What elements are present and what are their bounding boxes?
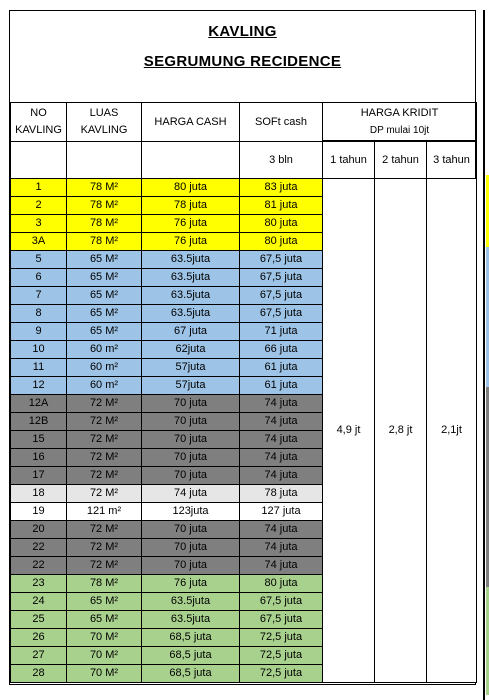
cell-harga-cash: 76 juta: [142, 233, 240, 251]
cell-soft-cash: 71 juta: [240, 323, 323, 341]
cell-harga-cash: 63.5juta: [142, 269, 240, 287]
cell-soft-cash: 74 juta: [240, 395, 323, 413]
cell-harga-cash: 76 juta: [142, 575, 240, 593]
cell-soft-cash: 80 juta: [240, 233, 323, 251]
cell-soft-cash: 74 juta: [240, 539, 323, 557]
cell-soft-cash: 127 juta: [240, 503, 323, 521]
cell-harga-cash: 63.5juta: [142, 305, 240, 323]
cell-harga-cash: 68,5 juta: [142, 629, 240, 647]
cell-no: 6: [11, 269, 67, 287]
cell-no: 9: [11, 323, 67, 341]
header-kredit-title: HARGA KRIDIT: [360, 106, 439, 119]
cell-no: 12: [11, 377, 67, 395]
cell-harga-cash: 63.5juta: [142, 251, 240, 269]
cell-no: 11: [11, 359, 67, 377]
cell-harga-cash: 70 juta: [142, 413, 240, 431]
cell-luas: 78 M²: [67, 233, 142, 251]
cell-harga-cash: 68,5 juta: [142, 647, 240, 665]
cell-harga-cash: 62juta: [142, 341, 240, 359]
cell-soft-cash: 67,5 juta: [240, 269, 323, 287]
cell-no: 15: [11, 431, 67, 449]
title-kavling: KAVLING: [208, 23, 277, 40]
cell-luas: 72 M²: [67, 395, 142, 413]
cell-harga-cash: 74 juta: [142, 485, 240, 503]
cell-luas: 65 M²: [67, 593, 142, 611]
cell-luas: 65 M²: [67, 251, 142, 269]
cell-no: 1: [11, 179, 67, 197]
cell-soft-cash: 83 juta: [240, 179, 323, 197]
cell-luas: 78 M²: [67, 575, 142, 593]
header-harga-cash: HARGA CASH: [142, 103, 240, 142]
cell-luas: 72 M²: [67, 413, 142, 431]
cell-harga-cash: 76 juta: [142, 215, 240, 233]
cell-luas: 78 M²: [67, 215, 142, 233]
cell-soft-cash: 74 juta: [240, 449, 323, 467]
cell-luas: 60 m²: [67, 341, 142, 359]
cell-soft-cash: 78 juta: [240, 485, 323, 503]
kredit-installment-1: 4,9 jt: [323, 179, 375, 683]
cell-luas: 65 M²: [67, 611, 142, 629]
cell-harga-cash: 70 juta: [142, 539, 240, 557]
cell-soft-cash: 72,5 juta: [240, 647, 323, 665]
cell-no: 12A: [11, 395, 67, 413]
header-soft-period: 3 bln: [240, 142, 323, 179]
cell-soft-cash: 66 juta: [240, 341, 323, 359]
title-area: [10, 11, 475, 102]
cell-harga-cash: 78 juta: [142, 197, 240, 215]
cell-no: 25: [11, 611, 67, 629]
cell-harga-cash: 123juta: [142, 503, 240, 521]
header-no-blank: [11, 142, 67, 179]
cell-harga-cash: 70 juta: [142, 431, 240, 449]
cell-luas: 70 M²: [67, 647, 142, 665]
cell-soft-cash: 61 juta: [240, 359, 323, 377]
header-harga-kredit: [323, 103, 477, 141]
cell-harga-cash: 68,5 juta: [142, 665, 240, 683]
cell-soft-cash: 67,5 juta: [240, 611, 323, 629]
cell-luas: 70 M²: [67, 629, 142, 647]
header-luas-blank: [67, 142, 142, 179]
adjacent-border: [483, 10, 485, 700]
cell-soft-cash: 74 juta: [240, 521, 323, 539]
cell-harga-cash: 70 juta: [142, 521, 240, 539]
header-term-3: 3 tahun: [427, 142, 477, 179]
cell-no: 19: [11, 503, 67, 521]
header-term-1: 1 tahun: [323, 142, 375, 179]
cell-harga-cash: 67 juta: [142, 323, 240, 341]
kredit-installment-3: 2,1jt: [427, 179, 477, 683]
cell-soft-cash: 72,5 juta: [240, 665, 323, 683]
cell-luas: 65 M²: [67, 305, 142, 323]
cell-no: 16: [11, 449, 67, 467]
cell-no: 26: [11, 629, 67, 647]
cell-luas: 70 M²: [67, 665, 142, 683]
cell-luas: 72 M²: [67, 467, 142, 485]
cell-no: 12B: [11, 413, 67, 431]
cell-no: 3: [11, 215, 67, 233]
cell-no: 17: [11, 467, 67, 485]
cell-soft-cash: 74 juta: [240, 557, 323, 575]
cell-luas: 72 M²: [67, 431, 142, 449]
cell-no: 8: [11, 305, 67, 323]
cell-soft-cash: 74 juta: [240, 431, 323, 449]
cell-harga-cash: 57juta: [142, 359, 240, 377]
cell-luas: 65 M²: [67, 323, 142, 341]
title-residence: SEGRUMUNG RECIDENCE: [143, 53, 342, 70]
cell-luas: 65 M²: [67, 269, 142, 287]
header-soft-cash: SOFt cash: [240, 103, 323, 142]
cell-no: 22: [11, 557, 67, 575]
cell-soft-cash: 80 juta: [240, 575, 323, 593]
cell-harga-cash: 57juta: [142, 377, 240, 395]
cell-harga-cash: 70 juta: [142, 395, 240, 413]
cell-soft-cash: 61 juta: [240, 377, 323, 395]
cell-soft-cash: 67,5 juta: [240, 593, 323, 611]
cell-no: 18: [11, 485, 67, 503]
cell-luas: 60 m²: [67, 377, 142, 395]
cell-no: 2: [11, 197, 67, 215]
cell-no: 5: [11, 251, 67, 269]
cell-no: 22: [11, 539, 67, 557]
cell-harga-cash: 63.5juta: [142, 593, 240, 611]
table-row: [11, 179, 477, 197]
cell-soft-cash: 67,5 juta: [240, 305, 323, 323]
price-table: [10, 102, 477, 683]
cell-no: 3A: [11, 233, 67, 251]
cell-luas: 78 M²: [67, 197, 142, 215]
cell-soft-cash: 67,5 juta: [240, 287, 323, 305]
cell-soft-cash: 72,5 juta: [240, 629, 323, 647]
cell-soft-cash: 80 juta: [240, 215, 323, 233]
cell-no: 7: [11, 287, 67, 305]
cell-luas: 72 M²: [67, 557, 142, 575]
cell-luas: 72 M²: [67, 521, 142, 539]
cell-harga-cash: 70 juta: [142, 467, 240, 485]
header-luas-kavling: LUAS KAVLING: [67, 103, 142, 142]
cell-luas: 78 M²: [67, 179, 142, 197]
cell-luas: 65 M²: [67, 287, 142, 305]
cell-luas: 72 M²: [67, 485, 142, 503]
cell-no: 24: [11, 593, 67, 611]
cell-harga-cash: 63.5juta: [142, 611, 240, 629]
adjacent-sheet-edge: [480, 10, 489, 700]
cell-no: 27: [11, 647, 67, 665]
cell-no: 20: [11, 521, 67, 539]
cell-soft-cash: 74 juta: [240, 413, 323, 431]
cell-soft-cash: 81 juta: [240, 197, 323, 215]
cell-luas: 60 m²: [67, 359, 142, 377]
cell-luas: 72 M²: [67, 539, 142, 557]
kredit-installment-2: 2,8 jt: [375, 179, 427, 683]
cell-no: 28: [11, 665, 67, 683]
header-cash-blank: [142, 142, 240, 179]
cell-harga-cash: 80 juta: [142, 179, 240, 197]
cell-harga-cash: 70 juta: [142, 449, 240, 467]
price-sheet: [9, 10, 476, 685]
header-kredit-dp: DP mulai 10jt: [369, 124, 430, 136]
cell-soft-cash: 67,5 juta: [240, 251, 323, 269]
cell-harga-cash: 70 juta: [142, 557, 240, 575]
cell-luas: 121 m²: [67, 503, 142, 521]
header-term-2: 2 tahun: [375, 142, 427, 179]
cell-no: 23: [11, 575, 67, 593]
header-no-kavling: NO KAVLING: [11, 103, 67, 142]
cell-soft-cash: 74 juta: [240, 467, 323, 485]
cell-harga-cash: 63.5juta: [142, 287, 240, 305]
cell-luas: 72 M²: [67, 449, 142, 467]
cell-no: 10: [11, 341, 67, 359]
